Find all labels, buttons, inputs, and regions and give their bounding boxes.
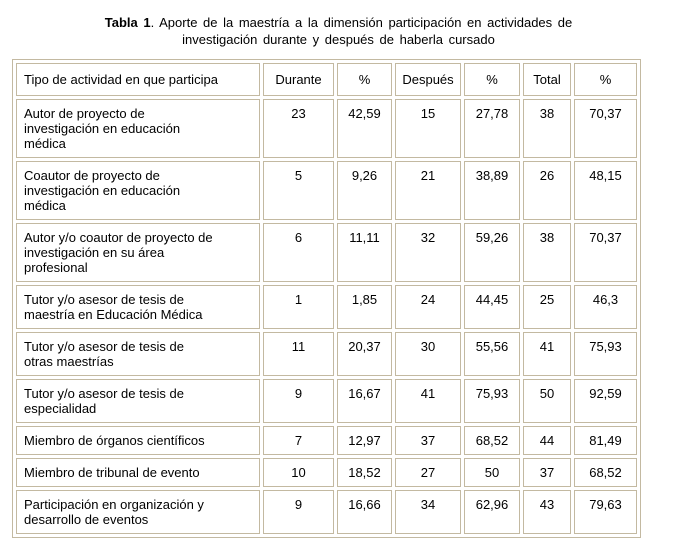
total-cell: 44: [523, 426, 571, 455]
despues-cell: 41: [395, 379, 461, 423]
table-row: [16, 99, 637, 158]
participation-table: [12, 59, 641, 538]
total-cell: 41: [523, 332, 571, 376]
total-pct-cell: 68,52: [574, 458, 637, 487]
table-row: [16, 490, 637, 534]
total-pct-cell: 79,63: [574, 490, 637, 534]
durante-pct-cell: 18,52: [337, 458, 392, 487]
table-title: [29, 14, 649, 48]
total-pct-cell: 92,59: [574, 379, 637, 423]
durante-cell: 10: [263, 458, 334, 487]
despues-pct-cell: 68,52: [464, 426, 520, 455]
despues-pct-cell: 27,78: [464, 99, 520, 158]
despues-cell: 34: [395, 490, 461, 534]
durante-pct-cell: 11,11: [337, 223, 392, 282]
despues-cell: 24: [395, 285, 461, 329]
activity-cell: Miembro de órganos científicos: [16, 426, 260, 455]
despues-cell: 32: [395, 223, 461, 282]
column-header-despues-pct: %: [464, 63, 520, 96]
despues-pct-cell: 59,26: [464, 223, 520, 282]
total-cell: 25: [523, 285, 571, 329]
durante-pct-cell: 12,97: [337, 426, 392, 455]
table-row: [16, 458, 637, 487]
total-cell: 37: [523, 458, 571, 487]
table-row: [16, 379, 637, 423]
durante-pct-cell: 9,26: [337, 161, 392, 220]
durante-cell: 6: [263, 223, 334, 282]
column-header-activity: Tipo de actividad en que participa: [16, 63, 260, 96]
activity-cell: Miembro de tribunal de evento: [16, 458, 260, 487]
activity-cell: Tutor y/o asesor de tesis de especialidad: [16, 379, 260, 423]
column-header-total-pct: %: [574, 63, 637, 96]
total-pct-cell: 70,37: [574, 99, 637, 158]
despues-pct-cell: 44,45: [464, 285, 520, 329]
activity-cell: Tutor y/o asesor de tesis de otras maestrías: [16, 332, 260, 376]
total-cell: 26: [523, 161, 571, 220]
total-cell: 50: [523, 379, 571, 423]
activity-cell: Participación en organización y desarrollo de eventos: [16, 490, 260, 534]
despues-pct-cell: 50: [464, 458, 520, 487]
activity-cell: Autor y/o coautor de proyecto de investigación en su área profesional: [16, 223, 260, 282]
total-pct-cell: 46,3: [574, 285, 637, 329]
despues-pct-cell: 38,89: [464, 161, 520, 220]
total-cell: 43: [523, 490, 571, 534]
table-number-label: Tabla 1: [104, 15, 151, 30]
total-pct-cell: 70,37: [574, 223, 637, 282]
durante-cell: 7: [263, 426, 334, 455]
durante-cell: 1: [263, 285, 334, 329]
durante-pct-cell: 42,59: [337, 99, 392, 158]
total-pct-cell: 81,49: [574, 426, 637, 455]
despues-cell: 37: [395, 426, 461, 455]
total-pct-cell: 48,15: [574, 161, 637, 220]
table-row: [16, 161, 637, 220]
despues-pct-cell: 62,96: [464, 490, 520, 534]
durante-pct-cell: 1,85: [337, 285, 392, 329]
total-pct-cell: 75,93: [574, 332, 637, 376]
activity-cell: Coautor de proyecto de investigación en educación médica: [16, 161, 260, 220]
durante-cell: 9: [263, 379, 334, 423]
column-header-durante: Durante: [263, 63, 334, 96]
despues-pct-cell: 75,93: [464, 379, 520, 423]
despues-cell: 21: [395, 161, 461, 220]
table-row: [16, 426, 637, 455]
despues-pct-cell: 55,56: [464, 332, 520, 376]
durante-cell: 9: [263, 490, 334, 534]
durante-pct-cell: 16,66: [337, 490, 392, 534]
table-title-line2: investigación durante y después de haberla cursado: [182, 32, 495, 47]
column-header-durante-pct: %: [337, 63, 392, 96]
durante-cell: 11: [263, 332, 334, 376]
durante-pct-cell: 20,37: [337, 332, 392, 376]
durante-pct-cell: 16,67: [337, 379, 392, 423]
despues-cell: 30: [395, 332, 461, 376]
activity-cell: Autor de proyecto de investigación en educación médica: [16, 99, 260, 158]
table-row: [16, 285, 637, 329]
table-row: [16, 332, 637, 376]
despues-cell: 27: [395, 458, 461, 487]
column-header-total: Total: [523, 63, 571, 96]
table-title-line1: . Aporte de la maestría a la dimensión participación en actividades de: [150, 15, 573, 30]
durante-cell: 23: [263, 99, 334, 158]
table-row: [16, 223, 637, 282]
total-cell: 38: [523, 99, 571, 158]
durante-cell: 5: [263, 161, 334, 220]
column-header-despues: Después: [395, 63, 461, 96]
header-row: [16, 63, 637, 96]
total-cell: 38: [523, 223, 571, 282]
activity-cell: Tutor y/o asesor de tesis de maestría en Educación Médica: [16, 285, 260, 329]
despues-cell: 15: [395, 99, 461, 158]
